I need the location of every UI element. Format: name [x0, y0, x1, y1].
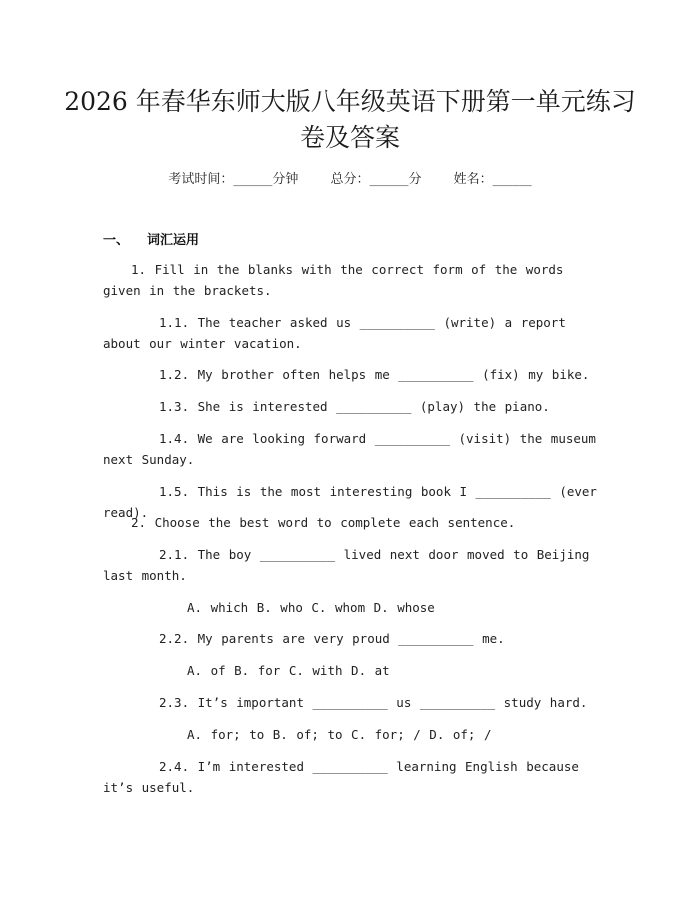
- page-title: 2026 年春华东师大版八年级英语下册第一单元练习卷及答案: [64, 87, 636, 152]
- question-2-4: 2.4. I’m interested __________ learning English because it’s useful.: [103, 759, 579, 795]
- question-1-instruction: 1. Fill in the blanks with the correct form of the words given in the brackets.: [103, 262, 564, 298]
- exam-time: 考试时间：______分钟: [168, 172, 299, 187]
- total-score: 总分：______分: [330, 172, 422, 187]
- question-2-3-options: A. for; to B. of; to C. for; / D. of; /: [187, 727, 492, 742]
- question-2-2-options: A. of B. for C. with D. at: [187, 663, 390, 678]
- question-2-1: 2.1. The boy __________ lived next door moved to Beijing last month.: [103, 547, 590, 583]
- question-2-instruction: 2. Choose the best word to complete each sentence.: [131, 515, 516, 530]
- question-2-2: 2.2. My parents are very proud __________ me.: [159, 631, 505, 646]
- question-1-2: 1.2. My brother often helps me __________ (fix) my bike.: [159, 367, 590, 382]
- question-1-1: 1.1. The teacher asked us __________ (write) a report about our winter vacation.: [103, 315, 566, 351]
- section-number: 一、: [103, 233, 130, 248]
- exam-meta: [0, 168, 700, 187]
- question-1-4: 1.4. We are looking forward __________ (visit) the museum next Sunday.: [103, 431, 596, 467]
- section-title: 词汇运用: [147, 233, 200, 248]
- question-2-1-options: A. which B. who C. whom D. whose: [187, 600, 435, 615]
- question-1-5: 1.5. This is the most interesting book I __________ (ever read).: [103, 484, 597, 520]
- question-2-3: 2.3. It’s important __________ us __________ study hard.: [159, 695, 588, 710]
- section-heading: [103, 229, 199, 248]
- student-name: 姓名：______: [453, 172, 532, 187]
- question-1-3: 1.3. She is interested __________ (play) the piano.: [159, 399, 550, 414]
